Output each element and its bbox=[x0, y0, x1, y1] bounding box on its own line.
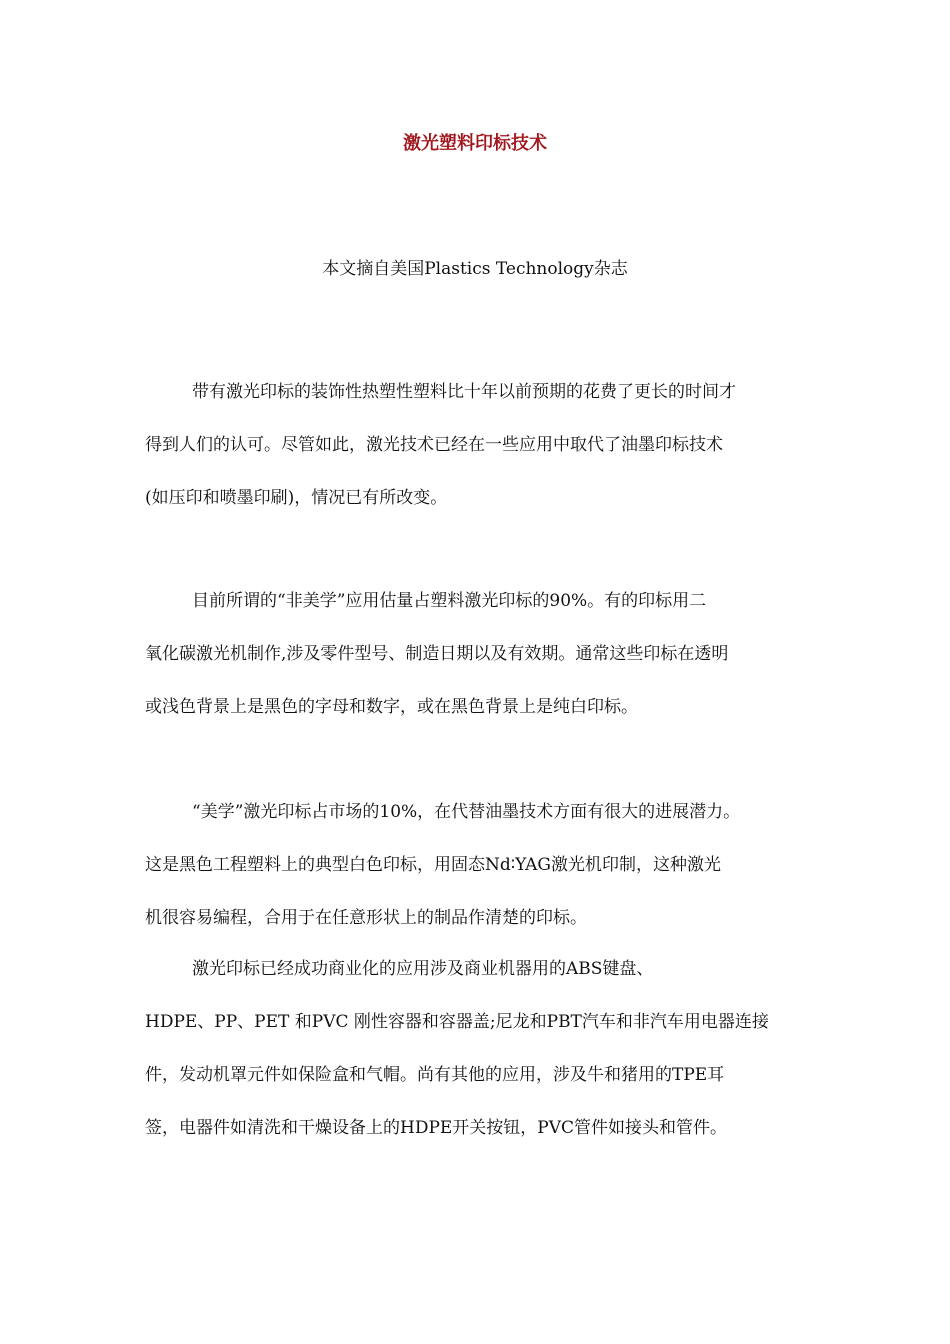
paragraph-line: 签，电器件如清洗和干燥设备上的HDPE开关按钮，PVC管件如接头和管件。 bbox=[145, 1118, 728, 1138]
paragraph-line: 目前所谓的“非美学”应用估量占塑料激光印标的90%。有的印标用二 bbox=[192, 591, 707, 611]
paragraph-line: 或浅色背景上是黑色的字母和数字，或在黑色背景上是纯白印标。 bbox=[145, 697, 638, 717]
paragraph-line: “美学”激光印标占市场的10%，在代替油墨技术方面有很大的进展潜力。 bbox=[192, 802, 741, 822]
paragraph-4 bbox=[145, 943, 815, 1155]
document-subtitle: 本文摘自美国Plastics Technology杂志 bbox=[322, 259, 628, 279]
paragraph-3 bbox=[145, 786, 815, 945]
paragraph-line: 氧化碳激光机制作,涉及零件型号、制造日期以及有效期。通常这些印标在透明 bbox=[145, 644, 729, 664]
paragraph-line: 件，发动机罩元件如保险盒和气帽。尚有其他的应用，涉及牛和猪用的TPE耳 bbox=[145, 1065, 725, 1085]
paragraph-1 bbox=[145, 366, 815, 525]
document-title: 激光塑料印标技术 bbox=[403, 133, 547, 154]
paragraph-line: HDPE、PP、PET 和PVC 刚性容器和容器盖;尼龙和PBT汽车和非汽车用电器连接 bbox=[145, 1012, 769, 1032]
paragraph-2 bbox=[145, 575, 815, 734]
paragraph-line: 得到人们的认可。尽管如此，激光技术已经在一些应用中取代了油墨印标技术 bbox=[145, 435, 723, 455]
paragraph-line: 这是黑色工程塑料上的典型白色印标，用固态Nd∶YAG激光机印制，这种激光 bbox=[145, 855, 721, 875]
paragraph-line: 机很容易编程，合用于在任意形状上的制品作清楚的印标。 bbox=[145, 908, 587, 928]
paragraph-line: (如压印和喷墨印刷)，情况已有所改变。 bbox=[145, 488, 448, 508]
paragraph-line: 带有激光印标的装饰性热塑性塑料比十年以前预期的花费了更长的时间才 bbox=[192, 382, 736, 402]
paragraph-line: 激光印标已经成功商业化的应用涉及商业机器用的ABS键盘、 bbox=[192, 959, 654, 979]
